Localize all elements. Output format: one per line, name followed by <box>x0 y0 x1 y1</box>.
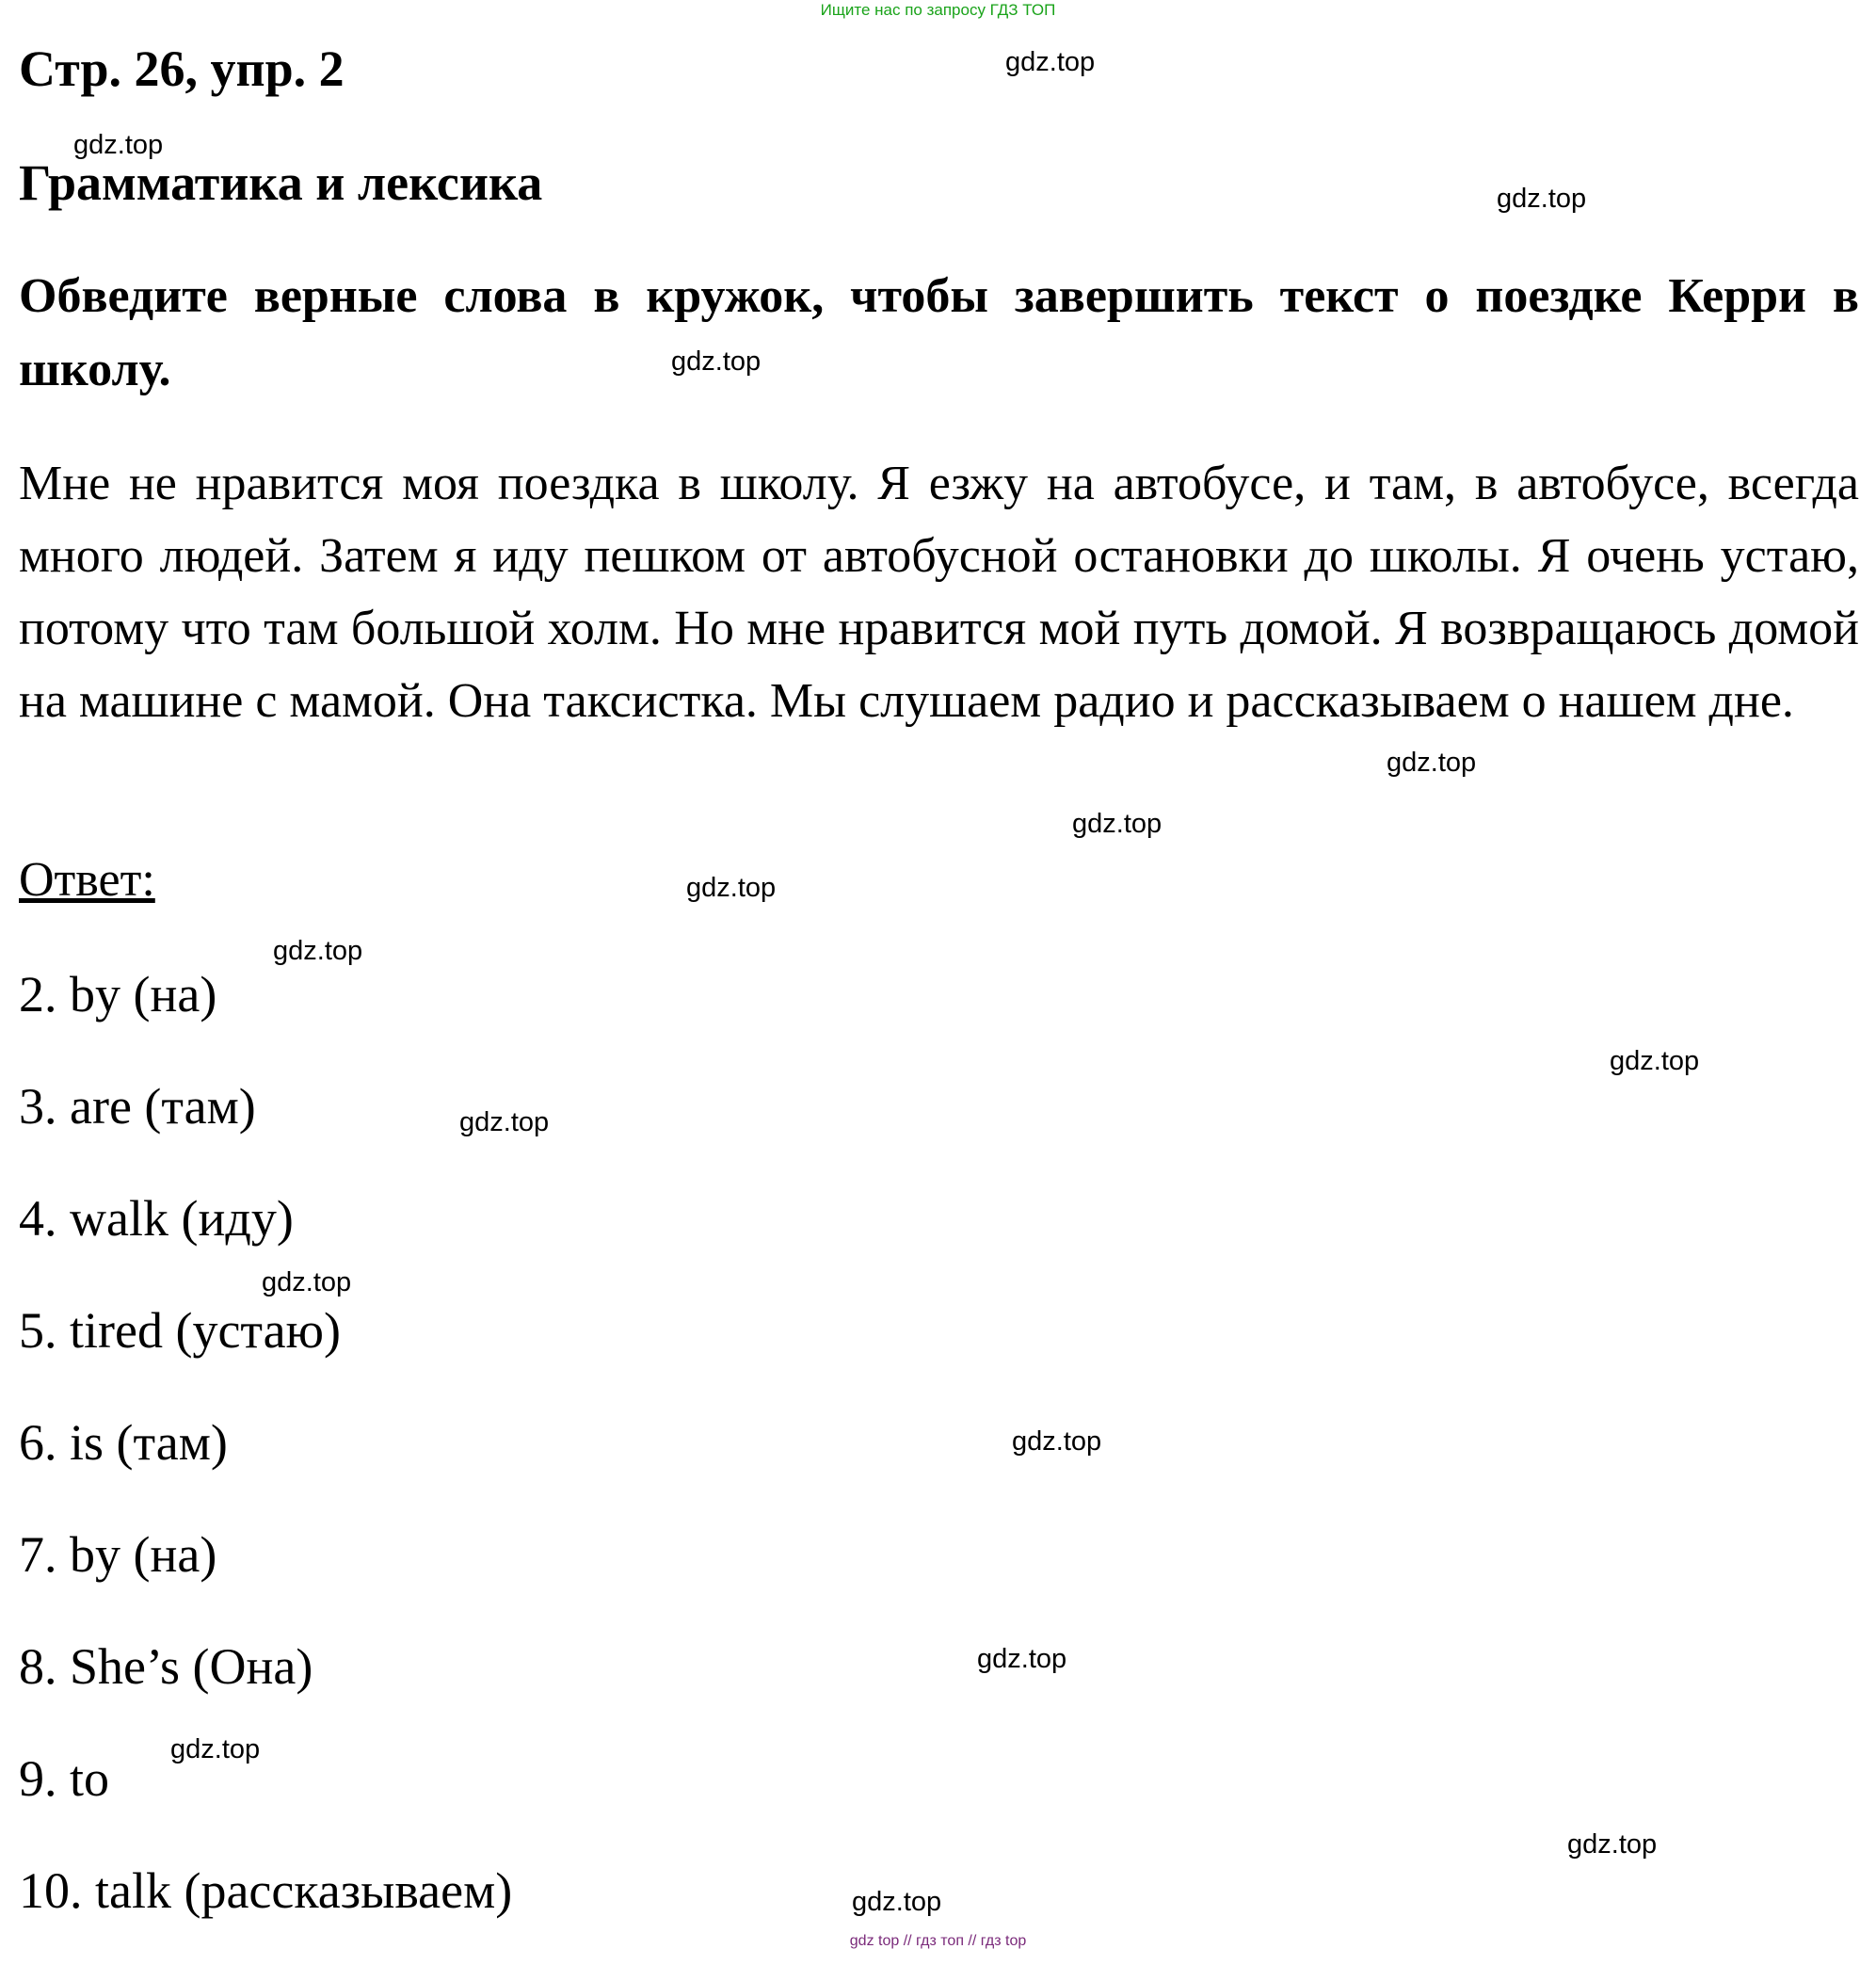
watermark: gdz.top <box>262 1267 352 1297</box>
watermark: gdz.top <box>1072 809 1162 839</box>
answer-label: Ответ: <box>19 853 155 907</box>
answer-item: 10. talk (рассказываем) <box>19 1862 513 1919</box>
answer-item: 5. tired (устаю) <box>19 1302 341 1359</box>
answer-item: 9. to <box>19 1750 110 1807</box>
watermark: gdz.top <box>1567 1829 1658 1860</box>
watermark: gdz.top <box>1012 1426 1102 1457</box>
watermark: gdz.top <box>977 1644 1067 1674</box>
answer-item: 2. by (на) <box>19 966 217 1023</box>
footer-links[interactable]: gdz top // гдз топ // гдз top <box>849 1933 1027 1949</box>
task-instruction: Обведите верные слова в кружок, чтобы завершить текст о поездке Керри в школу. <box>19 269 1859 396</box>
answer-item: 4. walk (иду) <box>19 1190 294 1247</box>
answer-item: 8. She’s (Она) <box>19 1638 313 1695</box>
section-title: Грамматика и лексика <box>19 154 543 211</box>
watermark: gdz.top <box>273 936 363 966</box>
watermark: gdz.top <box>1610 1046 1700 1076</box>
answer-list <box>19 957 512 1965</box>
watermark: gdz.top <box>1005 47 1096 77</box>
watermark: gdz.top <box>1497 184 1587 214</box>
answer-item: 3. are (там) <box>19 1078 256 1135</box>
answer-item: 6. is (там) <box>19 1414 228 1471</box>
exercise-text: Мне не нравится моя поездка в школу. Я езжу на автобусе, и там, в автобусе, всегда много людей. Затем я иду пешком от автобусной остановки до школы. Я очень устаю, потому что там большой холм. Но мне нравится мой путь домой. Я возвращаюсь домой на машине с мамой. Она таксистка. Мы слушаем радио и рассказываем о нашем дне. <box>19 457 1859 728</box>
watermark: gdz.top <box>170 1734 261 1764</box>
watermark: gdz.top <box>73 130 164 160</box>
watermark: gdz.top <box>686 873 777 903</box>
watermark: gdz.top <box>459 1107 550 1137</box>
watermark: gdz.top <box>852 1887 942 1917</box>
top-banner[interactable]: Ищите нас по запросу ГДЗ ТОП <box>820 1 1056 19</box>
watermark: gdz.top <box>1387 748 1477 778</box>
page-title: Стр. 26, упр. 2 <box>19 40 345 97</box>
answer-item: 7. by (на) <box>19 1526 217 1583</box>
watermark: gdz.top <box>671 346 762 377</box>
